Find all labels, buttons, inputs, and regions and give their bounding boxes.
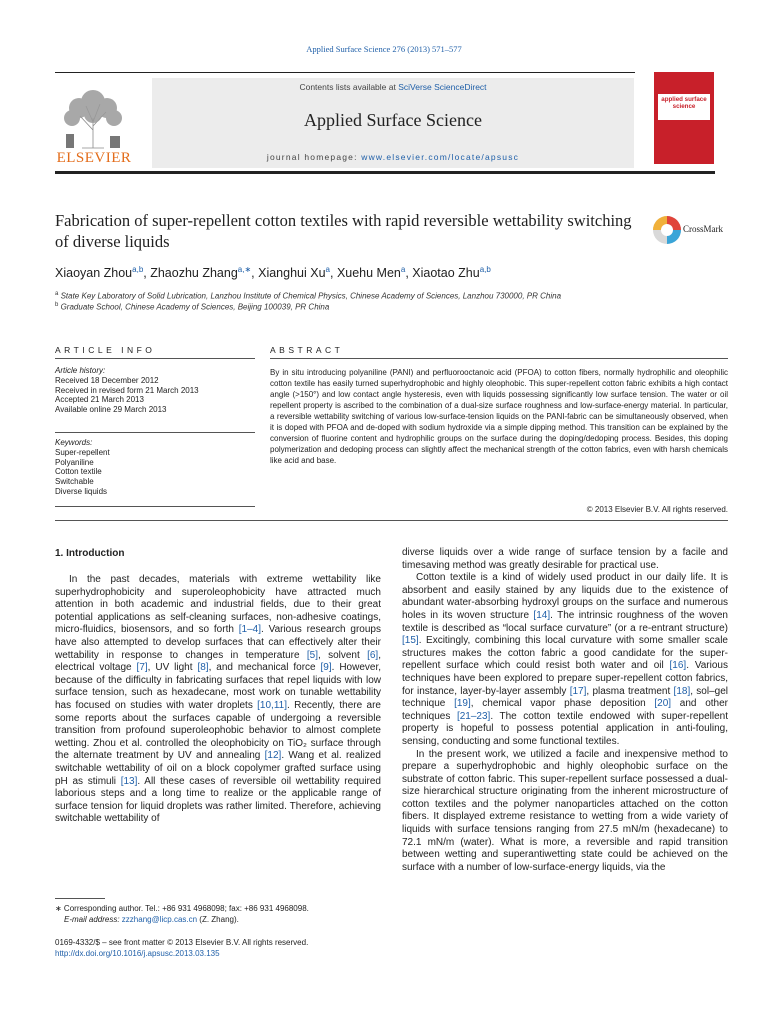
contents-prefix: Contents lists available at: [299, 82, 399, 92]
author[interactable]: Xiaotao Zhu$^{a,b}$: [412, 265, 491, 281]
text-run: In the past decades, materials with extreme wettability like superhydrophobicity and superoleophobicity have attracted much attention in both academic and industrial fields, due to their great potential applications as self-cleaning surfaces, non-adhesive coatings, micro-fluidics, biosensors, and so forth: [55, 574, 381, 636]
author[interactable]: Zhaozhu Zhang$^{a,∗}$,: [150, 265, 259, 281]
abstract-heading: ABSTRACT: [270, 345, 344, 355]
body-column-left: [55, 574, 381, 826]
crossmark-label: CrossMark: [683, 224, 723, 234]
abstract-text: By in situ introducing polyaniline (PANI) and perfluorooctanoic acid (PFOA) to cotton fibers, normally hydrophilic and oleophilic cotton textile has easily turned superhydrophobic and highly oleophobic. This super-repellent cotton fabric exhibits a high contact angle (>150°) and low contact angle hysteresis, even with liquids possessing significantly low surface tension. The water or oil repellent property is ascribed to the combination of a dual-size surface roughness and low-surface-energy material. In particular, a reversible wettability switching of various low-surface-tension liquids on the PANI-fabric can be simultaneously observed, when it is doped with PFOA and de-doped with sodium hydroxide via a simple dipping method. This transition can be explained by the conversion of fluorine content and hydrophilic groups on the surface during the doping/dedoping process. Besides, this doping polymerization and dedoping process can slightly affect the mechanical strength of the cotton fabrics, even with harsh chemicals like acid and base.: [270, 368, 728, 466]
citation-ref-link[interactable]: [19]: [454, 698, 471, 710]
text-run: . Various research groups have also attempted to develop surfaces that can effectively alter their wettability in response to changes in temperature: [55, 624, 381, 661]
paragraph: [55, 574, 381, 826]
body-column-right: [402, 547, 728, 874]
affiliation-b: $^b$ Graduate School, Chinese Academy of Sciences, Beijing 100039, PR China: [55, 302, 330, 312]
text-run: , plasma treatment: [586, 685, 674, 697]
text-run: , electrical voltage: [55, 649, 381, 674]
issn-line: 0169-4332/$ – see front matter © 2013 Elsevier B.V. All rights reserved.: [55, 938, 309, 947]
footnote-rule: [55, 898, 105, 899]
copyright-notice: © 2013 Elsevier B.V. All rights reserved.: [586, 505, 728, 514]
text-run: . All these cases of reversible oil wettability required laborious steps and a long time to realize or the applicable range of surface tension for liquid droplets was rather limited. Therefore, achieving switchable wettability of: [55, 775, 381, 825]
section-heading: 1. Introduction: [55, 548, 125, 559]
history-item: Available online 29 March 2013: [55, 405, 167, 415]
journal-banner: [152, 78, 634, 168]
keywords-label: Keywords:: [55, 438, 93, 447]
divider: [55, 520, 728, 521]
author[interactable]: Xiaoyan Zhou$^{a,b}$,: [55, 265, 151, 281]
text-run: , chemical vapor phase deposition: [470, 698, 655, 710]
keyword: Diverse liquids: [55, 486, 108, 496]
history-label: Article history:: [55, 366, 106, 375]
homepage-link[interactable]: www.elsevier.com/locate/apsusc: [361, 152, 520, 162]
divider: [55, 506, 255, 507]
cover-title: applied surface science: [661, 96, 707, 110]
article-title: Fabrication of super-repellent cotton textiles with rapid reversible wettability switching of diverse liquids: [55, 211, 632, 251]
header-rule-bottom: [55, 171, 715, 174]
citation-ref-link[interactable]: [16]: [669, 660, 687, 672]
text-run: . Recently, there are some reports about the surfaces capable of undergoing a reversible transition from profound superoleophobic behavior to almost complete wetting. Zhou et al. controlled the oleophobicity on TiO₂ surface through the alternate treatment by UV and annealing: [55, 699, 381, 762]
paragraph: [402, 572, 728, 748]
journal-title: Applied Surface Science: [304, 110, 482, 130]
citation-ref-link[interactable]: [7]: [136, 662, 148, 674]
keyword: Switchable: [55, 477, 94, 487]
text-run: , solvent: [318, 649, 368, 661]
keyword: Polyaniline: [55, 457, 94, 467]
text-run: . Excitingly, combining this local curvature with some smaller scale structures makes the cotton fabric a good candidate for the super-repellent surface which could resist both water and oil: [402, 635, 728, 672]
keyword: Cotton textile: [55, 467, 102, 477]
divider: [55, 432, 255, 433]
article-info-heading: ARTICLE INFO: [55, 345, 156, 355]
doi-link[interactable]: http://dx.doi.org/10.1016/j.apsusc.2013.03.135: [55, 949, 220, 958]
citation-ref-link[interactable]: [18]: [673, 685, 691, 697]
citation-ref-link[interactable]: [12]: [264, 750, 282, 762]
text-run: . However, because of the difficulty in fabricating surfaces that repel liquids with low surface tension, such as hexadecane, most work on tunable wettability has focused on studies with water droplets: [55, 662, 382, 711]
front-matter: [55, 937, 381, 959]
header-rule: [55, 72, 635, 73]
citation-ref-link[interactable]: [6]: [367, 649, 379, 661]
history-item: Received in revised form 21 March 2013: [55, 385, 199, 395]
citation-ref-link[interactable]: [1–4]: [238, 624, 262, 636]
text-run: , UV light: [147, 662, 198, 674]
affiliation-a: $^a$ State Key Laboratory of Solid Lubrication, Lanzhou Institute of Chemical Physics, Chinese Academy of Sciences, Lanzhou 730000, PR China: [55, 291, 562, 301]
citation-ref-link[interactable]: [14]: [533, 609, 551, 621]
journal-cover-thumbnail[interactable]: [654, 72, 714, 164]
sciencedirect-link[interactable]: SciVerse ScienceDirect: [398, 82, 487, 92]
keywords: [55, 438, 255, 497]
text-run: Cotton textile is a kind of widely used product in our daily life. It is absorbent and easily stained by any liquids due to the existence of abundant water-absorbing hydroxyl groups on the surface and numerous holes in its woven structure: [402, 572, 728, 621]
publisher-wordmark: ELSEVIER: [56, 150, 132, 166]
journal-citation[interactable]: Applied Surface Science 276 (2013) 571–577: [306, 44, 462, 54]
citation-ref-link[interactable]: [15]: [402, 635, 419, 647]
corresponding-author-note: ∗ Corresponding author. Tel.: +86 931 4968098; fax: +86 931 4968098.: [55, 904, 309, 913]
email-link[interactable]: zzzhang@licp.cas.cn: [121, 915, 198, 924]
keyword: Super-repellent: [55, 447, 110, 457]
text-run: . Various techniques have been explored to prepare super-repellent cotton fabrics, for instance, layer-by-layer assembly: [402, 660, 728, 697]
text-run: . Wang et al. realized switchable wettability of oil on a block copolymer grafted surface using pH as stimuli: [55, 750, 381, 787]
citation-ref-link[interactable]: [21–23]: [456, 710, 491, 722]
text-run: . The intrinsic roughness of the woven textile is described as “local surface curvature” (or a re-entrant structure): [402, 609, 728, 634]
contents-line: [152, 82, 634, 92]
article-history: [55, 366, 255, 415]
homepage-prefix: journal homepage:: [266, 152, 362, 162]
paragraph: diverse liquids over a wide range of surface tension by a facile and timesaving method was greatly desirable for practical use.: [402, 547, 728, 571]
email-line: E-mail address: zzzhang@licp.cas.cn (Z. Zhang).: [64, 915, 239, 924]
crossmark-icon: [652, 214, 682, 246]
history-item: Received 18 December 2012: [55, 375, 159, 385]
text-run: and other techniques: [402, 698, 728, 722]
citation-ref-link[interactable]: [8]: [197, 662, 209, 674]
text-run: , and mechanical force: [208, 662, 321, 674]
citation-ref-link[interactable]: [9]: [320, 662, 332, 674]
citation-ref-link[interactable]: [10,11]: [257, 699, 287, 711]
paragraph: In the present work, we utilized a facile and inexpensive method to prepare a superhydrophobic and highly oleophobic surface on the substrate of cotton fabric. This super-repellent surface possessed a dual-size hierarchical structure originating from the inherent microstructure of cotton textiles and the polymer nanoparticles attached on the cotton fibers. It displayed extreme resistance to wetting from a wide variety of liquids with surface tensions ranging from 27.5 mN/m (hexadecane) to 72.1 mN/m (water). What is more, a reversible and rapid transition between wetting and superantiwetting state could be achieved on the surface with a number of low-surface-energy liquids, via the: [402, 748, 728, 873]
citation-ref-link[interactable]: [17]: [569, 685, 587, 697]
cover-label-panel: [658, 94, 710, 120]
citation-ref-link[interactable]: [13]: [120, 775, 138, 787]
divider: [55, 358, 255, 359]
text-run: , sol–gel technique: [402, 685, 728, 710]
divider: [270, 358, 728, 359]
crossmark-badge[interactable]: [652, 214, 732, 246]
text-run: . The cotton textile endowed with super-repellent property is hopeful to possess potential application in anti-fouling, sensing, conducting and some functional textiles.: [402, 710, 728, 747]
footnote: [55, 903, 381, 925]
author-list: [55, 265, 715, 280]
history-item: Accepted 21 March 2013: [55, 395, 144, 405]
homepage-line: [152, 152, 634, 162]
author[interactable]: Xianghui Xu$^a$,: [258, 265, 337, 281]
author[interactable]: Xuehu Men$^a$,: [336, 265, 413, 281]
citation-ref-link[interactable]: [20]: [654, 698, 672, 710]
citation-ref-link[interactable]: [5]: [306, 649, 318, 661]
